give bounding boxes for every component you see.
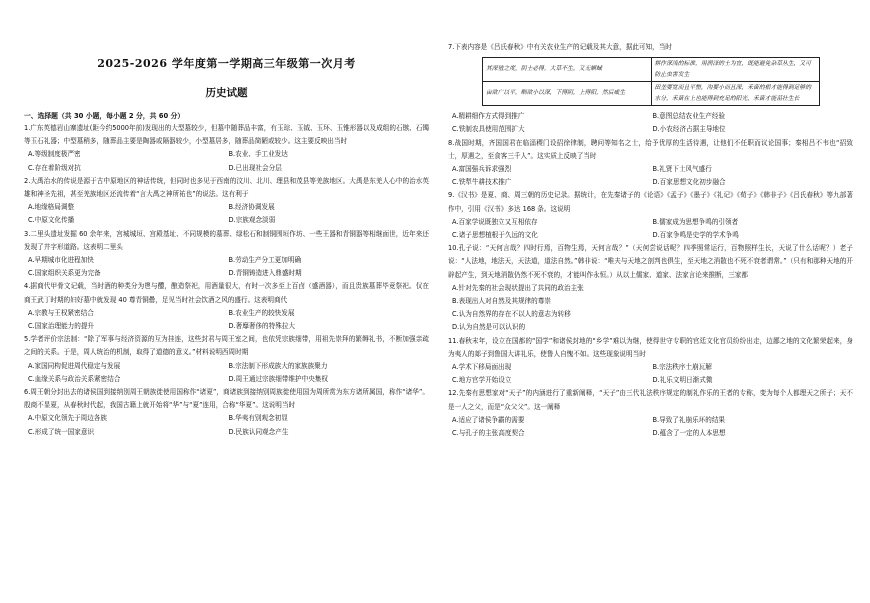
answer-option: D.宗族观念淡弱 bbox=[228, 216, 276, 225]
table-cell: 耕作深浅的标准，用润泽的土为宜，既能避免杂草丛生，又可防止虫害发生 bbox=[651, 58, 820, 82]
answer-option: D.百家争鸣是史学的学术争鸣 bbox=[652, 231, 739, 240]
answer-option: C.血缘关系与政治关系紧密结合 bbox=[28, 374, 121, 383]
question-stem: 5.学者评价宗法制：“除了军事与经济资源的互为挂连，这些封君与周王室之间，也依凭宗族细带，用祖先崇拜的繁缛礼书，不断加强亲疏之间的关系。于是，周人统治的机制，取得了道德的意义。”材料说明西周时期 bbox=[24, 335, 429, 357]
answer-option: D.已出现社会分层 bbox=[228, 163, 282, 172]
answer-option: A.中原文化领先于周边各族 bbox=[28, 414, 108, 423]
question-block bbox=[24, 122, 429, 175]
question-stem: 4.据商代甲骨文记载，当时酒的种类分为鬯与醴，酿造祭祀，用酒量很大，有时一次多至上百卣（盛酒器），而且贵族墓葬毕竟祭祀。仅在商王武丁时期的妇好墓中就发现 40 尊青铜罍，足见当时社会饮酒之风的盛行。这表明商代 bbox=[24, 282, 429, 304]
answer-option: A.适应了诸侯争霸的需要 bbox=[452, 415, 525, 424]
answer-option: C.地方官学开始设立 bbox=[452, 376, 512, 385]
question-stem: 9.《汉书》是夏、商、周三朝的历史记录。据统计，在先秦诸子的《论语》《孟子》《墨子》《礼记》《荀子》《韩非子》《吕氏春秋》等九部著作中，引用《汉书》多达 168 条。这说明 bbox=[448, 191, 853, 213]
answer-option: A.学术下移局面出现 bbox=[452, 363, 512, 372]
answer-option: C.认为自然界的存在不以人的意志为转移 bbox=[452, 310, 571, 319]
question-block bbox=[448, 41, 853, 137]
answer-option: A.早期城市化进程加快 bbox=[28, 256, 94, 265]
question-stem: 8.战国时期，齐国国君在临淄稷门设招徐律制，聘问等知名之士，给予优厚的生活待遇，让他们不任职而议论国事；秦相吕不韦也“招致士，厚遇之，至食客三千人”。这实质上反映了当时 bbox=[448, 138, 853, 160]
answer-option: B.礼贤下士风气盛行 bbox=[652, 165, 712, 174]
left-column bbox=[24, 0, 429, 439]
answer-option: C.铁犁牛耕技术推广 bbox=[452, 178, 512, 187]
question-block bbox=[24, 386, 429, 439]
options-list bbox=[448, 216, 853, 242]
question-stem: 11.春秋末年，设立在国都的“国学”和诸侯封地的“乡学”难以为继，使得世守专职的官廷文化官员纷纷出走，边鄙之地的文化繁荣起来，身为夷人的郯子到鲁国大讲礼乐，使鲁人自愧不如。这些现象说明当时 bbox=[448, 336, 853, 358]
question-block bbox=[24, 280, 429, 333]
answer-option: A.地缘格局调整 bbox=[28, 203, 75, 212]
answer-option: B.农业、手工业发达 bbox=[228, 150, 288, 159]
answer-option: C.与孔子的主张高度契合 bbox=[452, 429, 525, 438]
question-stem: 10.孔子说：“天何言哉？四时行焉，百物生焉，天何言哉？”（天何尝说话呢？四季照常运行，百物照样生长，天说了什么话呢？）老子说：“人法地，地法天，天法道，道法自然。”韩非说：“唯夫与天地之剖判也俱生，至天地之消散也不死不衰者谓常。”（只有和那种天地的开辟起产生，到天地消散仍然不死不衰的，才能叫作永恒。）从以上儒家、道家、法家言论来推断，三家都 bbox=[448, 244, 853, 279]
options-list bbox=[24, 307, 429, 333]
answer-option: D.奢靡奢侈的特殊拉大 bbox=[228, 322, 296, 331]
right-questions bbox=[448, 41, 853, 440]
options-list bbox=[448, 163, 853, 189]
options-list bbox=[448, 110, 853, 136]
options-list bbox=[24, 201, 429, 227]
table-cell: 田垄要宽而且平整，沟要小而且深，禾苗的根才能得到足够的水分，禾苗在上也能得到充足的阳光，禾苗才能茁壮生长 bbox=[651, 82, 820, 106]
answer-option: D.青铜铸造进入鼎盛时期 bbox=[228, 269, 302, 278]
question-table bbox=[482, 57, 820, 106]
question-block bbox=[448, 189, 853, 242]
left-questions bbox=[24, 122, 429, 439]
table-row bbox=[483, 58, 820, 82]
answer-option: D.周王通过宗族细带维护中央集权 bbox=[228, 374, 328, 383]
answer-option: D.百家思想文化初步融合 bbox=[652, 178, 726, 187]
question-stem: 2.大禹治水的传说是源于古中原地区的神话传统，但同时也多见于西南的汶川、北川、理县和茂县等羌族地区。大禹是东羌人心中的治水英雄和神圣先祖，甚至羌族地区还流传着“言大禹之神所祐也”的说法。这有利于 bbox=[24, 176, 429, 199]
question-block bbox=[448, 137, 853, 190]
page-subtitle: 历史试题 bbox=[205, 87, 248, 99]
table-row bbox=[483, 82, 820, 106]
answer-option: C.中原文化传播 bbox=[28, 216, 75, 225]
answer-option: A.百家学说既独立又互相依存 bbox=[452, 217, 538, 226]
answer-option: A.等级制度极严密 bbox=[28, 150, 81, 159]
answer-option: B.表现出人对自然及其规律的尊崇 bbox=[452, 297, 551, 306]
answer-option: B.宗法制下形成族大的家族族聚力 bbox=[228, 361, 328, 370]
answer-option: C.国家组织关系更为完备 bbox=[28, 269, 101, 278]
answer-option: C.国家治理能力的提升 bbox=[28, 322, 95, 331]
answer-option: B.意图总结农业生产经验 bbox=[652, 112, 726, 121]
answer-option: C.形成了统一国家意识 bbox=[28, 427, 95, 436]
options-list bbox=[448, 414, 853, 440]
answer-option: D.民族认同观念产生 bbox=[228, 427, 289, 436]
answer-option: B.劳动生产分工更加明确 bbox=[228, 256, 302, 265]
question-stem: 3.二里头遗址发掘 60 余年来，宫城城垣、宫殿基址、不同规模的墓葬、绿松石和制铜围垣作坊、一些王器和青铜器等相继面世，近年来还发现了井字形道路。这表明二里头 bbox=[24, 229, 429, 251]
answer-option: B.宗法秩序土崩瓦解 bbox=[652, 363, 712, 372]
right-column bbox=[448, 41, 853, 440]
question-block bbox=[24, 228, 429, 281]
answer-option: B.儒家成为思想争鸣的引领者 bbox=[652, 217, 739, 226]
answer-option: B.经济协调发展 bbox=[228, 203, 275, 212]
answer-option: A.富国强兵诉求强烈 bbox=[452, 165, 512, 174]
options-list bbox=[24, 360, 429, 386]
question-block bbox=[448, 335, 853, 388]
answer-option: D.认为自然是可以认识的 bbox=[452, 323, 526, 332]
question-stem: 7.下表内容是《吕氏春秋》中有关农业生产的记载及其大意，据此可知，当时 bbox=[448, 43, 672, 51]
answer-option: D.小农经济占据主导地位 bbox=[652, 125, 726, 134]
answer-option: A.精耕细作方式得到推广 bbox=[452, 112, 525, 121]
options-list bbox=[448, 361, 853, 387]
question-stem: 12.先秦有思想家对“天子”的内涵进行了重新阐释，“天子”由三代礼法秩序规定的制礼作乐的王者的专称，变为每个人都理天之所子；天不是一人之父，而是“众父父”。这一阐释 bbox=[448, 389, 853, 411]
answer-option: B.华夷有别观念初显 bbox=[228, 414, 288, 423]
options-list bbox=[24, 254, 429, 280]
answer-option: A.家国同构促进周代稳定与发展 bbox=[28, 361, 121, 370]
answer-option: A.针对先秦的社会现状提出了共同的政治主张 bbox=[452, 283, 584, 292]
answer-option: D.蕴含了一定的人本思想 bbox=[652, 429, 726, 438]
question-block bbox=[448, 242, 853, 334]
question-block bbox=[24, 175, 429, 228]
question-stem: 6.周王朝分封出去的诸侯国到接纳别周王朝族徙使用国称作“诸夏”，商诸族到接纳别周族徙使用国为周所赏为东方诸所属国，称作“诸华”。殷商不显夏，从春秋时代起，我国古籍上就开始将“华”与“夏”连用，合称“华夏”。这说明当时 bbox=[24, 388, 429, 410]
question-stem: 1.广东英德岩山寨遗址(距今约5000年前)发现出的大型墓较少，但墓中随葬品丰富，有玉琮、玉钺、玉环、玉锥形器以及成组的石镞、石镯等玉石礼器；中型墓稍多，随葬品主要是陶器或隔器较少，小型墓居多，随葬品简陋或较少。这主要反映出当时 bbox=[24, 124, 429, 146]
table-cell: 其深殖之度，阴土必得。大草不生，又无螟蜮 bbox=[483, 58, 652, 82]
answer-option: C.铁制农具使用范围扩大 bbox=[452, 125, 525, 134]
question-block bbox=[448, 387, 853, 440]
answer-option: D.礼乐文明日渐式微 bbox=[652, 376, 713, 385]
question-block bbox=[24, 333, 429, 386]
options-list bbox=[24, 412, 429, 438]
options-list bbox=[24, 148, 429, 174]
answer-option: B.导致了礼崩乐坏的结果 bbox=[652, 415, 726, 424]
page-title: 2025-2026 学年度第一学期高三年级第一次月考 bbox=[97, 57, 356, 70]
table-cell: 亩欲广以平，甽欲小以深，下得阴，上得阳，然后咸生 bbox=[483, 82, 652, 106]
answer-option: C.诸子思想植根于久远的文化 bbox=[452, 231, 538, 240]
answer-option: A.宗教与王权紧密结合 bbox=[28, 308, 94, 317]
answer-option: B.农业生产的较快发展 bbox=[228, 308, 295, 317]
section-heading: 一、选择题（共 30 小题，每小题 2 分，共 60 分） bbox=[24, 112, 185, 120]
answer-option: C.存在着阶级对抗 bbox=[28, 163, 81, 172]
options-list bbox=[448, 282, 853, 335]
